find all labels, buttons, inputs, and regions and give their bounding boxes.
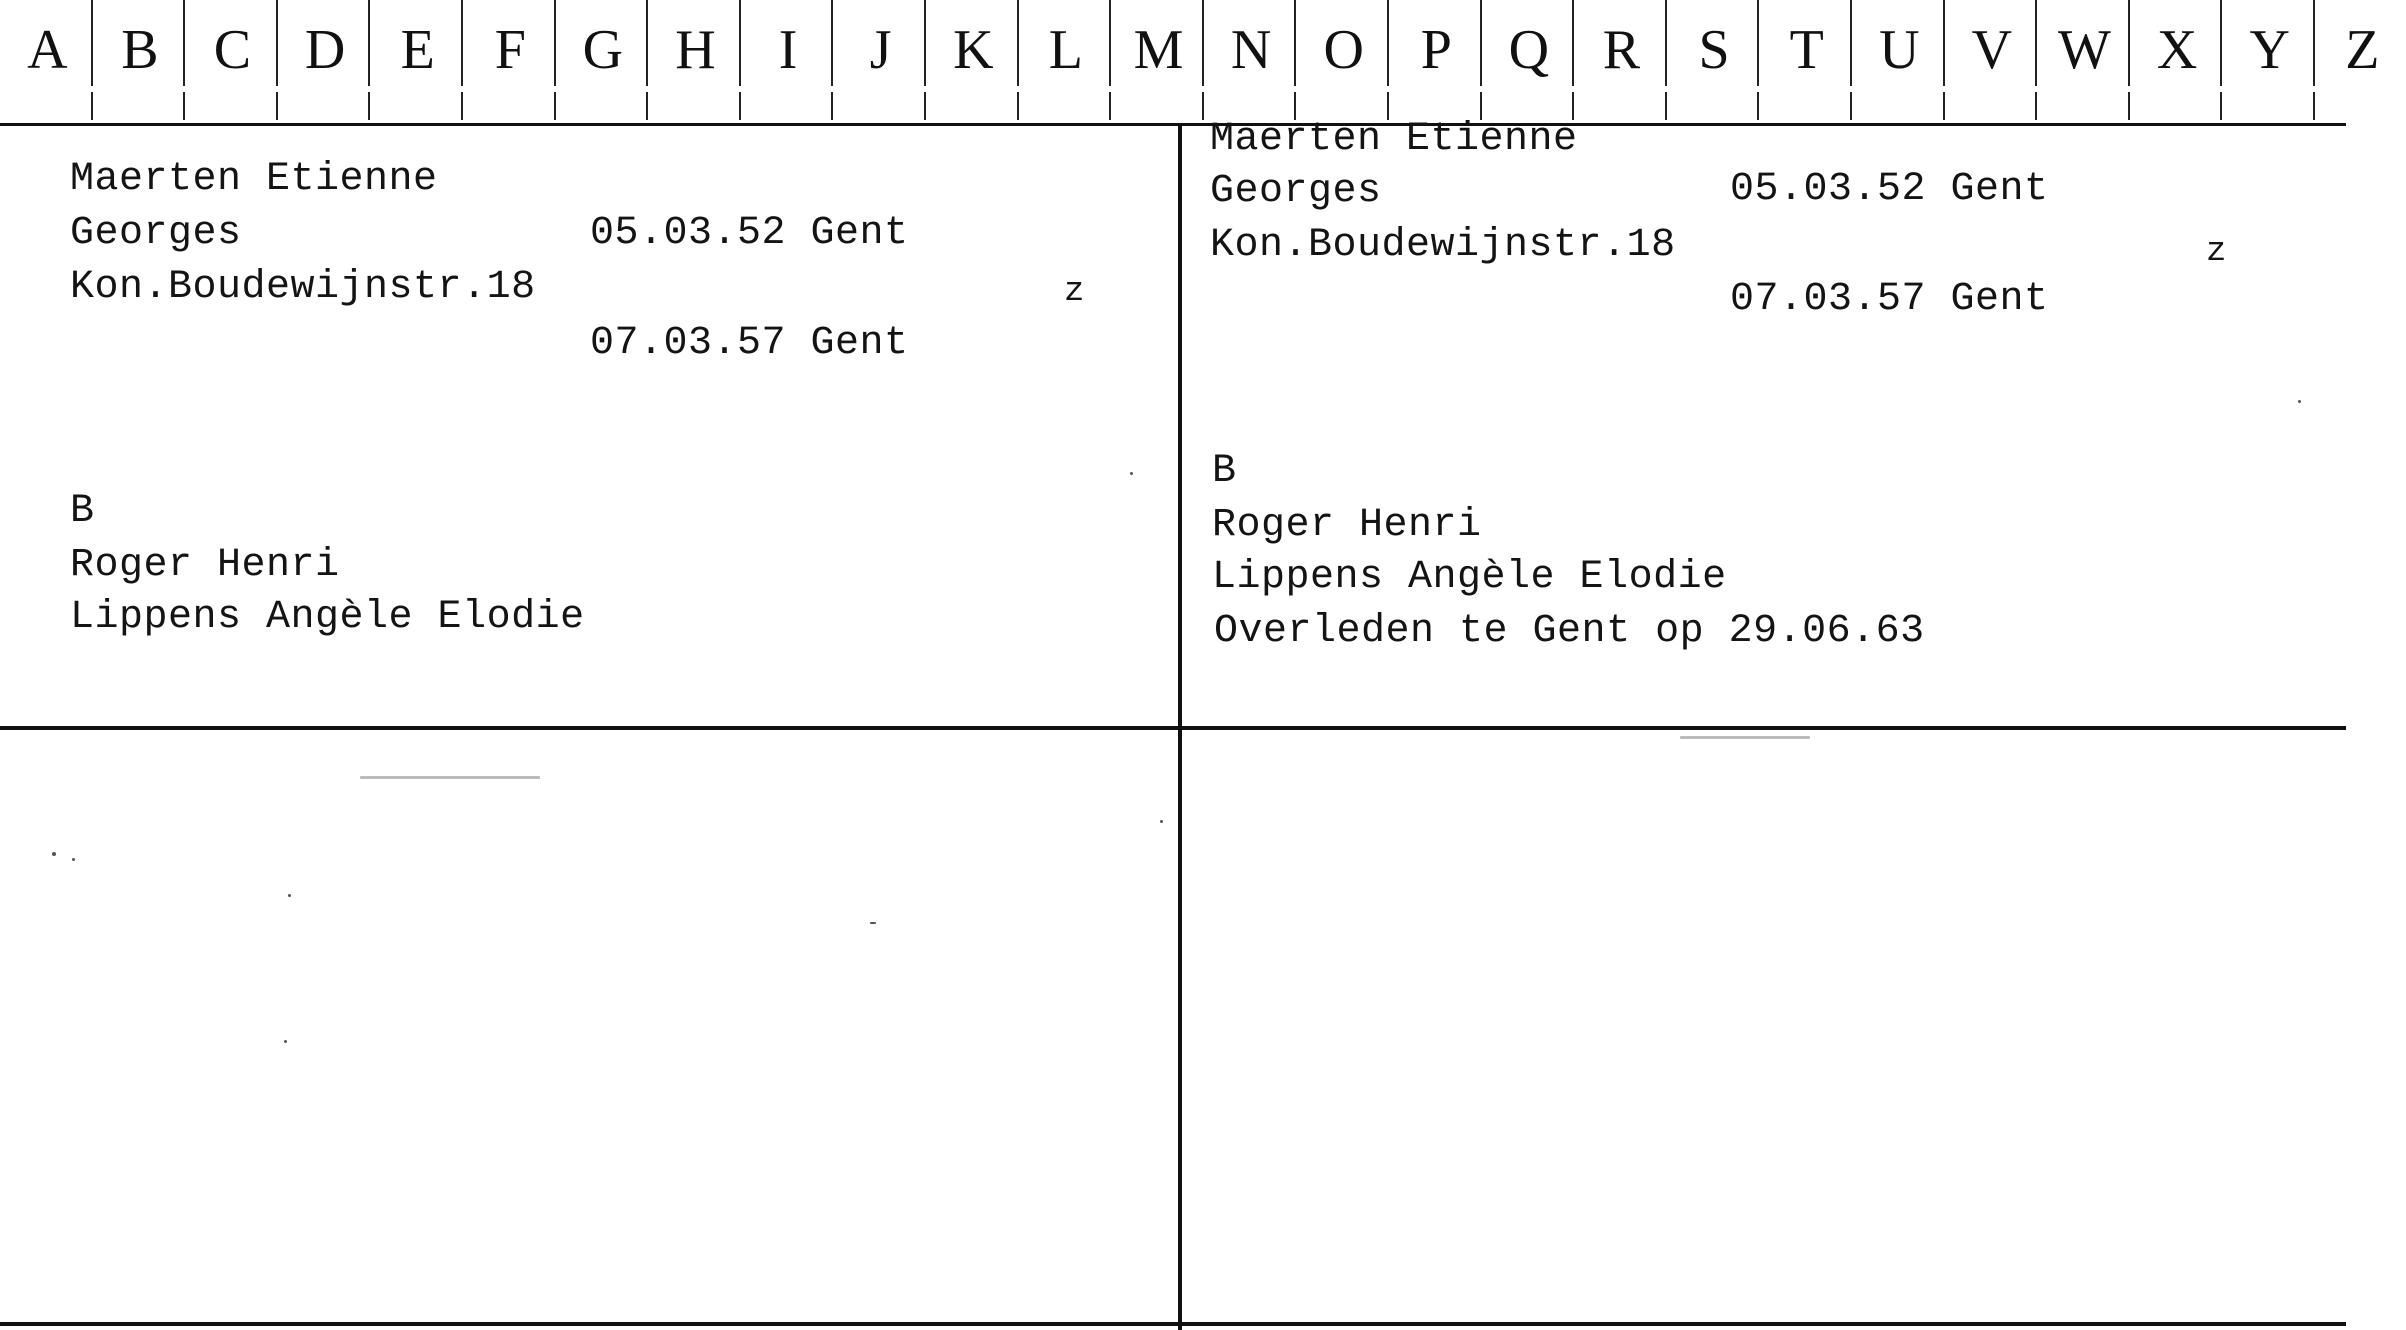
alphabet-letter-b: B [121,19,159,81]
alphabet-separator-tick [2220,92,2222,120]
scan-speck [284,1040,287,1043]
scan-speck [1130,472,1133,475]
scan-speck [2298,400,2301,403]
alphabet-letter-o: O [1323,19,1364,81]
alphabet-letter-s: S [1698,19,1730,81]
alphabet-letter-t: T [1789,19,1824,81]
alphabet-separator-tick [91,92,93,120]
alphabet-letter-m: M [1133,19,1184,81]
alphabet-letter-g: G [582,19,624,81]
scan-speck [1160,820,1163,823]
alphabet-separator [1387,0,1389,86]
alphabet-separator-tick [183,92,185,120]
alphabet-separator-tick [1757,92,1759,120]
alphabet-separator [1294,0,1296,86]
alphabet-separator [1202,0,1204,86]
alphabet-separator [91,0,93,86]
alphabet-separator [368,0,370,86]
alphabet-separator-tick [1850,92,1852,120]
right-birth: 05.03.52 Gent [1730,167,2049,212]
card-divider-vertical [1178,126,1182,1330]
alphabet-letter-w: W [2058,19,2111,81]
alphabet-separator-tick [276,92,278,120]
alphabet-letter-z: Z [2345,19,2380,81]
alphabet-separator-tick [739,92,741,120]
alphabet-separator [1850,0,1852,86]
alphabet-separator [1017,0,1019,86]
right-given2: Georges [1210,169,1382,214]
alphabet-separator [461,0,463,86]
right-surname-given: Maerten Etienne [1210,117,1578,162]
page-bottom-border [0,1322,2346,1326]
left-marker: z [1064,273,1085,311]
alphabet-letter-v: V [1971,19,2013,81]
alphabet-index-strip [0,0,2380,126]
scan-speck [870,922,876,924]
alphabet-separator [1109,0,1111,86]
alphabet-separator [183,0,185,86]
alphabet-letter-r: R [1602,19,1641,81]
alphabet-separator [2220,0,2222,86]
left-given2: Georges [70,211,242,256]
right-death-note: Overleden te Gent op 29.06.63 [1214,609,1925,654]
alphabet-separator-tick [1665,92,1667,120]
right-mother: Lippens Angèle Elodie [1212,555,1727,600]
alphabet-separator [924,0,926,86]
alphabet-separator-tick [1017,92,1019,120]
left-address: Kon.Boudewijnstr.18 [70,265,536,310]
right-status: B [1212,449,1237,494]
right-address: Kon.Boudewijnstr.18 [1210,223,1676,268]
left-father: Roger Henri [70,543,340,588]
alphabet-letter-a: A [27,19,68,81]
alphabet-separator-tick [924,92,926,120]
alphabet-letter-h: H [675,19,716,81]
scan-speck [288,894,291,897]
alphabet-letter-p: P [1420,19,1452,81]
right-father: Roger Henri [1212,503,1482,548]
left-status: B [70,489,95,534]
right-registered: 07.03.57 Gent [1730,277,2049,322]
alphabet-letter-k: K [953,19,994,81]
alphabet-separator [646,0,648,86]
scan-speck [360,776,540,779]
alphabet-letter-d: D [304,19,346,81]
left-registered: 07.03.57 Gent [590,321,909,366]
alphabet-separator [831,0,833,86]
alphabet-letter-j: J [869,19,892,81]
alphabet-separator [2035,0,2037,86]
alphabet-separator [739,0,741,86]
alphabet-separator [276,0,278,86]
alphabet-separator-tick [461,92,463,120]
scan-speck [1680,736,1810,739]
scan-speck [52,852,56,856]
left-birth: 05.03.52 Gent [590,211,909,256]
alphabet-letter-c: C [213,19,252,81]
alphabet-letter-l: L [1048,19,1083,81]
alphabet-separator [1943,0,1945,86]
alphabet-separator-tick [1202,92,1204,120]
alphabet-separator [554,0,556,86]
alphabet-separator [1480,0,1482,86]
alphabet-separator-tick [2313,92,2315,120]
right-marker: z [2206,233,2227,271]
left-mother: Lippens Angèle Elodie [70,595,585,640]
alphabet-separator [2128,0,2130,86]
alphabet-separator-tick [2128,92,2130,120]
alphabet-separator-tick [831,92,833,120]
alphabet-separator [2313,0,2315,86]
alphabet-letter-y: Y [2249,19,2290,81]
alphabet-separator-tick [368,92,370,120]
scan-speck [72,858,75,861]
alphabet-letter-u: U [1879,19,1920,81]
alphabet-separator [1572,0,1574,86]
alphabet-separator-tick [1109,92,1111,120]
alphabet-letter-i: I [778,19,798,81]
alphabet-separator-tick [646,92,648,120]
alphabet-separator-tick [554,92,556,120]
card-divider-horizontal [0,726,2346,730]
alphabet-letter-x: X [2156,19,2198,81]
alphabet-letter-e: E [400,19,435,81]
alphabet-separator-tick [2035,92,2037,120]
alphabet-letter-n: N [1230,19,1272,81]
alphabet-separator [1757,0,1759,86]
left-surname-given: Maerten Etienne [70,157,438,202]
alphabet-separator [1665,0,1667,86]
alphabet-letter-q: Q [1508,19,1550,81]
alphabet-letter-f: F [494,19,526,81]
alphabet-separator-tick [1943,92,1945,120]
